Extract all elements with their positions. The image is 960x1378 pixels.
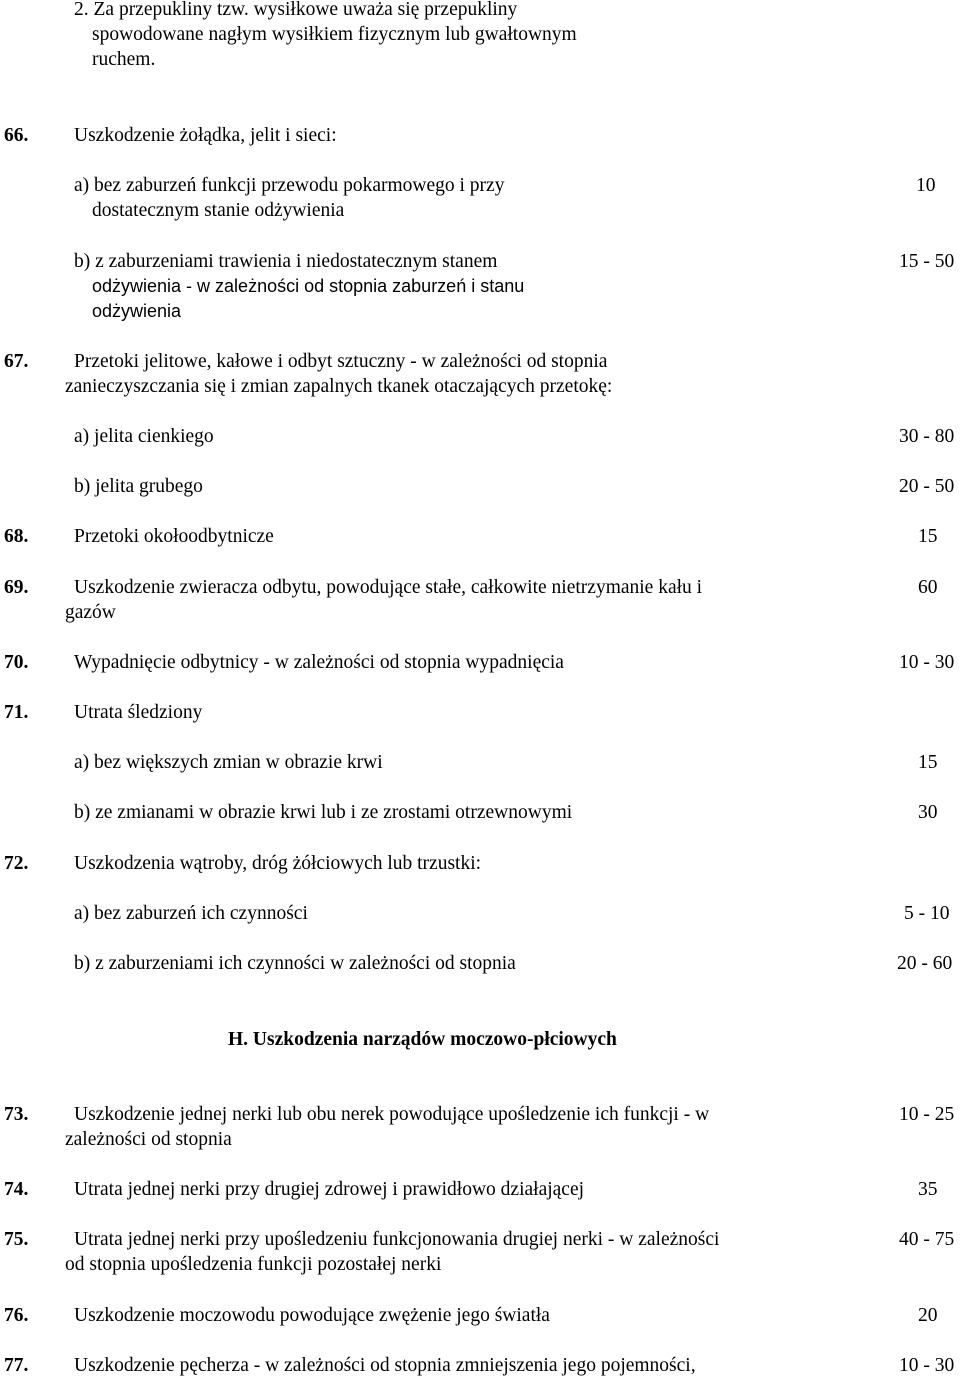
intro-line-3: ruchem. xyxy=(92,49,156,70)
item-66b-line-2: odżywienia - w zależności od stopnia zaburzeń i stanu xyxy=(92,276,525,296)
item-67a-text: a) jelita cienkiego xyxy=(74,426,214,447)
item-71a-value: 15 xyxy=(918,752,938,773)
item-75-line-1: Utrata jednej nerki przy upośledzeniu funkcjonowania drugiej nerki - w zależności xyxy=(74,1229,720,1250)
item-72a-text: a) bez zaburzeń ich czynności xyxy=(74,903,308,924)
item-74-value: 35 xyxy=(918,1179,938,1200)
section-h-heading: H. Uszkodzenia narządów moczowo-płciowych xyxy=(228,1029,617,1050)
item-66b-value: 15 - 50 xyxy=(899,251,955,272)
item-77-value: 10 - 30 xyxy=(899,1355,955,1376)
item-72b-value: 20 - 60 xyxy=(897,953,953,974)
item-72-title: Uszkodzenia wątroby, dróg żółciowych lub trzustki: xyxy=(74,853,482,874)
item-69-line-2: gazów xyxy=(65,602,116,623)
item-66a-value: 10 xyxy=(916,175,936,196)
item-75-number: 75. xyxy=(4,1229,29,1250)
item-66a-line-2: dostatecznym stanie odżywienia xyxy=(92,200,345,221)
item-66-number: 66. xyxy=(4,125,29,146)
intro-line-1: 2. Za przepukliny tzw. wysiłkowe uważa się przepukliny xyxy=(74,0,518,20)
item-72a-value: 5 - 10 xyxy=(904,903,950,924)
item-69-value: 60 xyxy=(918,577,938,598)
item-67b-text: b) jelita grubego xyxy=(74,476,203,497)
item-72-number: 72. xyxy=(4,853,29,874)
item-68-text: Przetoki okołoodbytnicze xyxy=(74,526,274,547)
item-73-line-2: zależności od stopnia xyxy=(65,1129,232,1150)
item-71-number: 71. xyxy=(4,702,29,723)
item-69-line-1: Uszkodzenie zwieracza odbytu, powodujące stałe, całkowite nietrzymanie kału i xyxy=(74,577,703,598)
item-77-number: 77. xyxy=(4,1355,29,1376)
item-71b-text: b) ze zmianami w obrazie krwi lub i ze zrostami otrzewnowymi xyxy=(74,802,573,823)
item-73-line-1: Uszkodzenie jednej nerki lub obu nerek powodujące upośledzenie ich funkcji - w xyxy=(74,1104,710,1125)
item-74-number: 74. xyxy=(4,1179,29,1200)
item-67-number: 67. xyxy=(4,351,29,372)
intro-line-2: spowodowane nagłym wysiłkiem fizycznym lub gwałtownym xyxy=(92,24,577,45)
item-76-text: Uszkodzenie moczowodu powodujące zwężenie jego światła xyxy=(74,1305,550,1326)
item-77-text: Uszkodzenie pęcherza - w zależności od stopnia zmniejszenia jego pojemności, xyxy=(74,1355,696,1376)
item-66-title: Uszkodzenie żołądka, jelit i sieci: xyxy=(74,125,337,146)
item-68-value: 15 xyxy=(918,526,938,547)
item-76-value: 20 xyxy=(918,1305,938,1326)
item-69-number: 69. xyxy=(4,577,29,598)
item-66a-line-1: a) bez zaburzeń funkcji przewodu pokarmowego i przy xyxy=(74,175,505,196)
item-70-number: 70. xyxy=(4,652,29,673)
item-68-number: 68. xyxy=(4,526,29,547)
item-73-value: 10 - 25 xyxy=(899,1104,955,1125)
item-70-value: 10 - 30 xyxy=(899,652,955,673)
item-74-text: Utrata jednej nerki przy drugiej zdrowej i prawidłowo działającej xyxy=(74,1179,585,1200)
item-71-title: Utrata śledziony xyxy=(74,702,203,723)
item-75-line-2: od stopnia upośledzenia funkcji pozostałej nerki xyxy=(65,1254,442,1275)
item-72b-text: b) z zaburzeniami ich czynności w zależności od stopnia xyxy=(74,953,516,974)
item-71b-value: 30 xyxy=(918,802,938,823)
item-73-number: 73. xyxy=(4,1104,29,1125)
item-67a-value: 30 - 80 xyxy=(899,426,955,447)
item-66b-line-3: odżywienia xyxy=(92,301,182,321)
item-66b-line-1: b) z zaburzeniami trawienia i niedostatecznym stanem xyxy=(74,251,498,272)
item-76-number: 76. xyxy=(4,1305,29,1326)
item-67-line-2: zanieczyszczania się i zmian zapalnych tkanek otaczających przetokę: xyxy=(65,376,613,397)
item-70-text: Wypadnięcie odbytnicy - w zależności od stopnia wypadnięcia xyxy=(74,652,564,673)
item-67-line-1: Przetoki jelitowe, kałowe i odbyt sztuczny - w zależności od stopnia xyxy=(74,351,608,372)
item-71a-text: a) bez większych zmian w obrazie krwi xyxy=(74,752,383,773)
item-67b-value: 20 - 50 xyxy=(899,476,955,497)
item-75-value: 40 - 75 xyxy=(899,1229,955,1250)
